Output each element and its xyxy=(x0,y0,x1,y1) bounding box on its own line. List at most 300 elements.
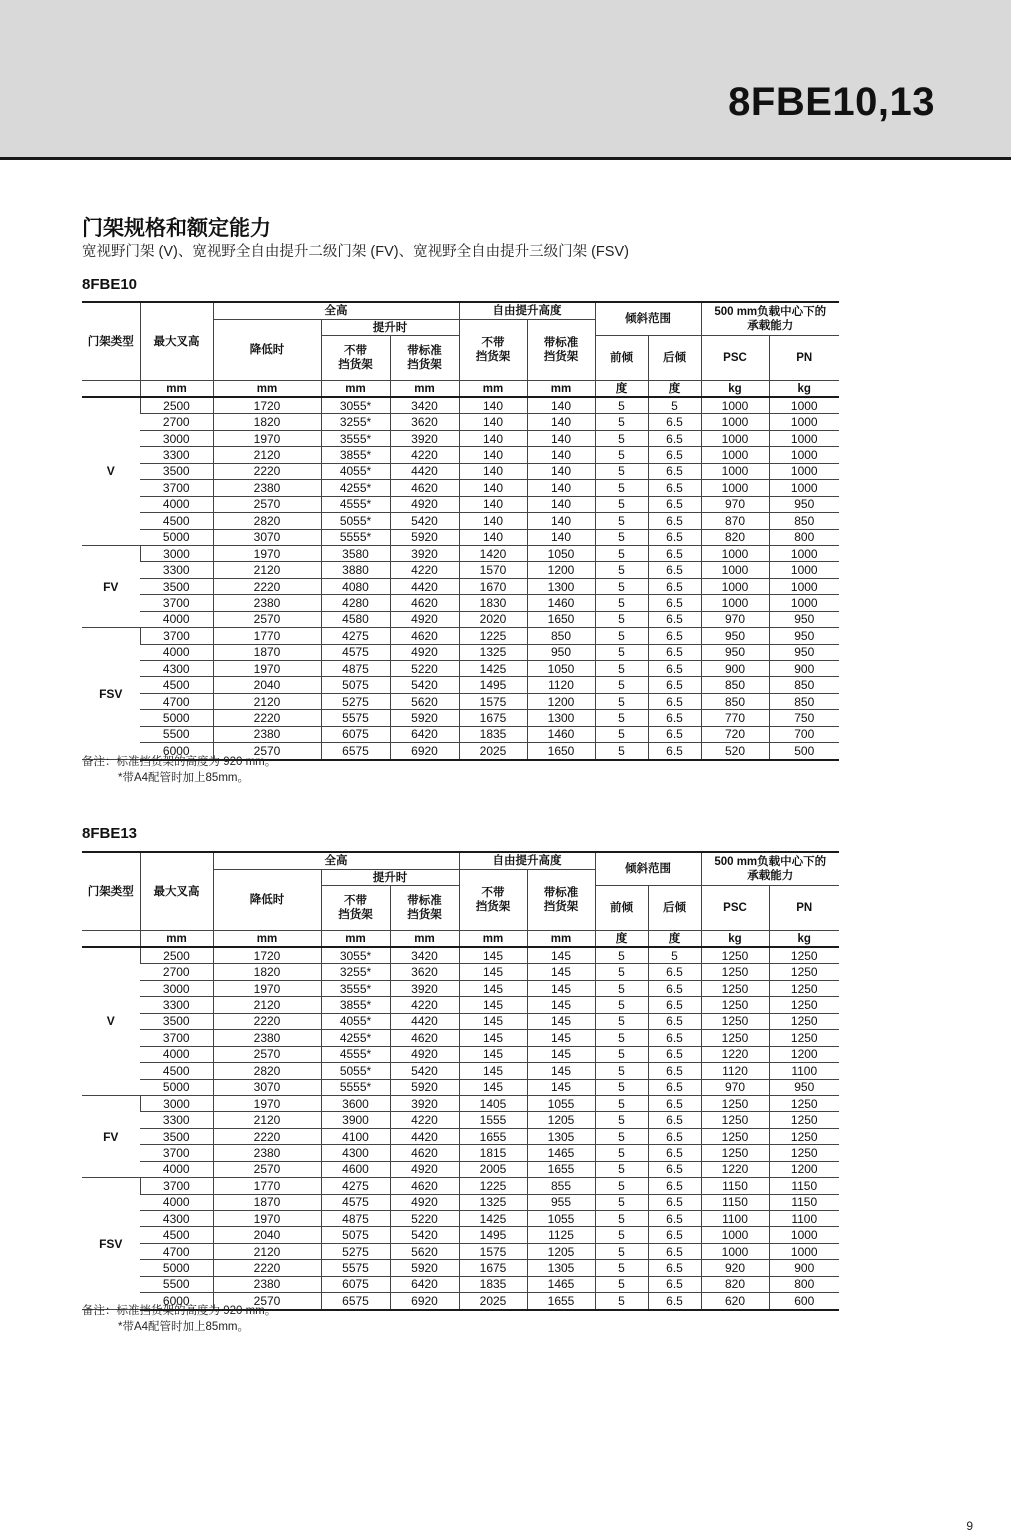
header-tilt-range: 倾斜范围 xyxy=(595,852,701,886)
table-cell: 5 xyxy=(595,677,648,693)
unit-cell: mm xyxy=(390,381,459,398)
unit-cell: mm xyxy=(390,931,459,948)
table-cell: 5 xyxy=(595,693,648,709)
table-cell: 145 xyxy=(459,1046,527,1062)
table-cell: 5575 xyxy=(321,1260,390,1276)
table-cell: 4620 xyxy=(390,1030,459,1046)
table-cell: 145 xyxy=(527,1063,595,1079)
table-cell: 2380 xyxy=(213,595,321,611)
table-cell: 1000 xyxy=(769,414,839,430)
table-cell: 6.5 xyxy=(648,1178,701,1194)
table-cell: 5 xyxy=(595,644,648,660)
table-cell: 1250 xyxy=(769,1013,839,1029)
table-cell: 2570 xyxy=(213,743,321,760)
table-cell: 5275 xyxy=(321,693,390,709)
table-cell: 3300 xyxy=(140,562,213,578)
table-cell: 5 xyxy=(595,1161,648,1177)
table-cell: 1205 xyxy=(527,1243,595,1259)
table-cell: 3500 xyxy=(140,578,213,594)
unit-blank xyxy=(82,931,140,948)
header-forward-tilt: 前倾 xyxy=(595,336,648,381)
table-cell: 1970 xyxy=(213,661,321,677)
table-cell: 1200 xyxy=(527,693,595,709)
table-cell: 2700 xyxy=(140,964,213,980)
table-model-label: 8FBE10 xyxy=(82,276,138,293)
table-cell: 1570 xyxy=(459,562,527,578)
table-row xyxy=(82,513,839,529)
table-cell: 140 xyxy=(459,397,527,414)
table-cell: 4500 xyxy=(140,513,213,529)
table-cell: 3500 xyxy=(140,1128,213,1144)
table-cell: 2500 xyxy=(140,397,213,414)
table-cell: 4620 xyxy=(390,628,459,644)
table-cell: 1225 xyxy=(459,628,527,644)
table-cell: 4055* xyxy=(321,463,390,479)
table-cell: 4000 xyxy=(140,611,213,627)
table-cell: 4420 xyxy=(390,1013,459,1029)
table-cell: 850 xyxy=(769,513,839,529)
table-cell: 1250 xyxy=(769,1128,839,1144)
table-cell: 3070 xyxy=(213,1079,321,1095)
table-cell: 5055* xyxy=(321,513,390,529)
header-overall-height: 全高 xyxy=(213,852,459,870)
table-cell: 2380 xyxy=(213,1145,321,1161)
unit-cell: 度 xyxy=(595,381,648,398)
table-cell: 5 xyxy=(595,529,648,545)
table-cell: 5 xyxy=(595,1095,648,1111)
table-cell: 3555* xyxy=(321,980,390,996)
table-cell: 4620 xyxy=(390,1178,459,1194)
table-cell: 4700 xyxy=(140,1243,213,1259)
header-raised: 提升时 xyxy=(321,870,459,886)
table-cell: 5000 xyxy=(140,710,213,726)
table-cell: 5 xyxy=(595,710,648,726)
table-row xyxy=(82,611,839,627)
table-cell: 5000 xyxy=(140,1260,213,1276)
table-cell: 4275 xyxy=(321,1178,390,1194)
table-cell: 3000 xyxy=(140,1095,213,1111)
table-cell: 855 xyxy=(527,1178,595,1194)
table-cell: 1250 xyxy=(769,1145,839,1161)
table-cell: 5 xyxy=(595,1260,648,1276)
table-cell: 3000 xyxy=(140,430,213,446)
table-cell: 2220 xyxy=(213,578,321,594)
table-row xyxy=(82,947,839,964)
table-cell: 6.5 xyxy=(648,710,701,726)
table-notes xyxy=(82,754,276,786)
table-cell: 1200 xyxy=(527,562,595,578)
table-cell: 3555* xyxy=(321,430,390,446)
table-cell: 2220 xyxy=(213,1128,321,1144)
table-cell: 920 xyxy=(701,1260,769,1276)
table-cell: 145 xyxy=(459,964,527,980)
table-cell: 6.5 xyxy=(648,628,701,644)
unit-cell: mm xyxy=(459,931,527,948)
unit-cell: 度 xyxy=(648,931,701,948)
table-row xyxy=(82,710,839,726)
table-cell: 6.5 xyxy=(648,1194,701,1210)
header-raised-with-backrest: 带标准 挡货架 xyxy=(390,886,459,931)
table-row xyxy=(82,1095,839,1111)
table-cell: 5420 xyxy=(390,1063,459,1079)
table-cell: 5220 xyxy=(390,661,459,677)
table-cell: 1655 xyxy=(459,1128,527,1144)
table-cell: 145 xyxy=(459,1063,527,1079)
table-cell: 1225 xyxy=(459,1178,527,1194)
table-cell: 950 xyxy=(527,644,595,660)
table-cell: 970 xyxy=(701,1079,769,1095)
table-cell: 620 xyxy=(701,1293,769,1310)
table-cell: 900 xyxy=(769,1260,839,1276)
table-cell: 1000 xyxy=(769,595,839,611)
table-cell: 6.5 xyxy=(648,726,701,742)
table-cell: 5 xyxy=(595,997,648,1013)
table-cell: 2700 xyxy=(140,414,213,430)
table-cell: 2120 xyxy=(213,1243,321,1259)
table-cell: 2020 xyxy=(459,611,527,627)
table-cell: 4255* xyxy=(321,480,390,496)
table-cell: 2380 xyxy=(213,726,321,742)
table-cell: 3920 xyxy=(390,1095,459,1111)
table-cell: 1000 xyxy=(701,430,769,446)
table-cell: 1720 xyxy=(213,397,321,414)
table-cell: 1100 xyxy=(769,1211,839,1227)
table-cell: 3855* xyxy=(321,997,390,1013)
table-cell: 5000 xyxy=(140,1079,213,1095)
table-cell: 5920 xyxy=(390,1260,459,1276)
table-cell: 1000 xyxy=(701,414,769,430)
table-cell: 5500 xyxy=(140,726,213,742)
table-cell: 5 xyxy=(595,595,648,611)
table-cell: 4280 xyxy=(321,595,390,611)
table-cell: 2120 xyxy=(213,562,321,578)
table-cell: 2040 xyxy=(213,677,321,693)
table-cell: 1055 xyxy=(527,1211,595,1227)
table-cell: 1150 xyxy=(701,1194,769,1210)
table-cell: 4875 xyxy=(321,661,390,677)
table-cell: 950 xyxy=(769,628,839,644)
table-cell: 1000 xyxy=(701,595,769,611)
table-cell: 2120 xyxy=(213,1112,321,1128)
table-cell: 6575 xyxy=(321,1293,390,1310)
table-row xyxy=(82,496,839,512)
table-cell: 1200 xyxy=(769,1046,839,1062)
table-cell: 3880 xyxy=(321,562,390,578)
table-cell: 6920 xyxy=(390,743,459,760)
table-cell: 1000 xyxy=(769,562,839,578)
header-max-fork-height: 最大叉高 xyxy=(140,852,213,931)
table-row xyxy=(82,1112,839,1128)
table-cell: 2570 xyxy=(213,611,321,627)
table-cell: 6575 xyxy=(321,743,390,760)
table-cell: 1205 xyxy=(527,1112,595,1128)
table-cell: 1575 xyxy=(459,1243,527,1259)
table-cell: 145 xyxy=(459,1013,527,1029)
table-cell: 4620 xyxy=(390,595,459,611)
table-cell: 6.5 xyxy=(648,661,701,677)
table-cell: 4555* xyxy=(321,1046,390,1062)
table-row xyxy=(82,980,839,996)
table-cell: 6.5 xyxy=(648,513,701,529)
table-cell: 1250 xyxy=(769,980,839,996)
table-cell: 3500 xyxy=(140,1013,213,1029)
table-cell: 5075 xyxy=(321,1227,390,1243)
table-cell: 1720 xyxy=(213,947,321,964)
table-cell: 5 xyxy=(595,1276,648,1292)
table-cell: 4300 xyxy=(140,1211,213,1227)
header-lowered: 降低时 xyxy=(213,870,321,931)
section-subtitle: 宽视野门架 (V)、宽视野全自由提升二级门架 (FV)、宽视野全自由提升三级门架 (FSV) xyxy=(82,244,629,260)
table-cell: 1495 xyxy=(459,677,527,693)
table-cell: 4700 xyxy=(140,693,213,709)
table-cell: 1150 xyxy=(769,1178,839,1194)
table-row xyxy=(82,1013,839,1029)
table-cell: 1000 xyxy=(701,480,769,496)
table-cell: 140 xyxy=(527,513,595,529)
table-row xyxy=(82,397,839,414)
header-free-lift: 自由提升高度 xyxy=(459,302,595,320)
table-cell: 800 xyxy=(769,529,839,545)
table-cell: 1465 xyxy=(527,1276,595,1292)
table-cell: 6.5 xyxy=(648,562,701,578)
table-cell: 3700 xyxy=(140,480,213,496)
table-cell: 5220 xyxy=(390,1211,459,1227)
table-cell: 3900 xyxy=(321,1112,390,1128)
table-cell: 5 xyxy=(648,397,701,414)
unit-cell: kg xyxy=(769,381,839,398)
table-cell: 1325 xyxy=(459,644,527,660)
table-cell: 4220 xyxy=(390,997,459,1013)
unit-cell: mm xyxy=(213,381,321,398)
table-cell: 3620 xyxy=(390,414,459,430)
table-cell: 5 xyxy=(595,1063,648,1079)
table-cell: 145 xyxy=(527,997,595,1013)
table-cell: 1970 xyxy=(213,545,321,561)
table-cell: 1250 xyxy=(701,1095,769,1111)
table-cell: 2220 xyxy=(213,710,321,726)
table-cell: 6.5 xyxy=(648,545,701,561)
table-cell: 5 xyxy=(595,1112,648,1128)
table-cell: 140 xyxy=(459,513,527,529)
table-cell: 1120 xyxy=(527,677,595,693)
table-cell: 1250 xyxy=(701,1145,769,1161)
table-cell: 140 xyxy=(459,447,527,463)
header-psc: PSC xyxy=(701,336,769,381)
table-row xyxy=(82,480,839,496)
table-cell: 1650 xyxy=(527,611,595,627)
table-row xyxy=(82,1079,839,1095)
table-cell: 145 xyxy=(459,980,527,996)
mast-type-cell: FSV xyxy=(82,1178,140,1310)
table-cell: 5 xyxy=(595,1079,648,1095)
table-cell: 5 xyxy=(595,578,648,594)
unit-cell: mm xyxy=(527,381,595,398)
table-cell: 6.5 xyxy=(648,1013,701,1029)
table-cell: 6000 xyxy=(140,743,213,760)
table-cell: 5 xyxy=(648,947,701,964)
table-cell: 1220 xyxy=(701,1046,769,1062)
table-cell: 4620 xyxy=(390,480,459,496)
table-cell: 1770 xyxy=(213,628,321,644)
table-cell: 1000 xyxy=(769,463,839,479)
header-forward-tilt: 前倾 xyxy=(595,886,648,931)
table-cell: 3255* xyxy=(321,414,390,430)
table-cell: 1220 xyxy=(701,1161,769,1177)
table-cell: 6.5 xyxy=(648,644,701,660)
table-cell: 1000 xyxy=(769,1243,839,1259)
table-cell: 4575 xyxy=(321,644,390,660)
header-free-lift-without-backrest: 不带 挡货架 xyxy=(459,320,527,381)
table-cell: 5 xyxy=(595,480,648,496)
table-cell: 6.5 xyxy=(648,997,701,1013)
table-notes xyxy=(82,1303,276,1335)
table-cell: 1405 xyxy=(459,1095,527,1111)
table-cell: 3855* xyxy=(321,447,390,463)
unit-cell: mm xyxy=(140,381,213,398)
header-raised-without-backrest: 不带 挡货架 xyxy=(321,886,390,931)
table-cell: 5 xyxy=(595,1013,648,1029)
table-cell: 1495 xyxy=(459,1227,527,1243)
table-cell: 1465 xyxy=(527,1145,595,1161)
unit-cell: 度 xyxy=(595,931,648,948)
table-cell: 970 xyxy=(701,496,769,512)
table-row xyxy=(82,693,839,709)
table-cell: 1250 xyxy=(769,947,839,964)
table-cell: 5920 xyxy=(390,710,459,726)
table-cell: 4000 xyxy=(140,1194,213,1210)
table-cell: 1000 xyxy=(701,578,769,594)
table-cell: 140 xyxy=(527,414,595,430)
table-cell: 5 xyxy=(595,1178,648,1194)
table-cell: 5920 xyxy=(390,529,459,545)
table-cell: 5 xyxy=(595,1243,648,1259)
table-cell: 6.5 xyxy=(648,414,701,430)
table-cell: 5 xyxy=(595,414,648,430)
table-cell: 1050 xyxy=(527,545,595,561)
table-cell: 5 xyxy=(595,545,648,561)
header-banner xyxy=(0,0,1011,160)
table-cell: 145 xyxy=(527,980,595,996)
table-cell: 1575 xyxy=(459,693,527,709)
table-cell: 1250 xyxy=(701,1013,769,1029)
table-cell: 5055* xyxy=(321,1063,390,1079)
table-cell: 5620 xyxy=(390,1243,459,1259)
table-cell: 4000 xyxy=(140,1046,213,1062)
table-cell: 720 xyxy=(701,726,769,742)
table-cell: 4920 xyxy=(390,611,459,627)
mast-type-cell: FV xyxy=(82,545,140,627)
table-cell: 3700 xyxy=(140,628,213,644)
table-cell: 6.5 xyxy=(648,1260,701,1276)
mast-type-cell: FV xyxy=(82,1095,140,1177)
header-capacity: 500 mm负载中心下的 承载能力 xyxy=(701,302,839,336)
table-cell: 1000 xyxy=(701,447,769,463)
table-cell: 4220 xyxy=(390,447,459,463)
table-cell: 2120 xyxy=(213,447,321,463)
table-cell: 5 xyxy=(595,611,648,627)
table-row xyxy=(82,1063,839,1079)
table-cell: 4500 xyxy=(140,1063,213,1079)
table-model-label: 8FBE13 xyxy=(82,825,138,842)
table-cell: 140 xyxy=(459,463,527,479)
table-cell: 6.5 xyxy=(648,430,701,446)
table-row xyxy=(82,545,839,561)
table-cell: 1305 xyxy=(527,1128,595,1144)
header-psc: PSC xyxy=(701,886,769,931)
table-cell: 1970 xyxy=(213,1095,321,1111)
table-cell: 5555* xyxy=(321,1079,390,1095)
table-cell: 1250 xyxy=(701,964,769,980)
table-cell: 5000 xyxy=(140,529,213,545)
table-cell: 4000 xyxy=(140,1161,213,1177)
table-cell: 950 xyxy=(769,611,839,627)
table-cell: 1650 xyxy=(527,743,595,760)
table-cell: 6.5 xyxy=(648,611,701,627)
table-row xyxy=(82,1046,839,1062)
table-cell: 4920 xyxy=(390,1194,459,1210)
table-cell: 1125 xyxy=(527,1227,595,1243)
table-row xyxy=(82,1128,839,1144)
table-cell: 1000 xyxy=(701,1227,769,1243)
table-cell: 820 xyxy=(701,1276,769,1292)
table-cell: 145 xyxy=(527,1013,595,1029)
table-row xyxy=(82,1211,839,1227)
table-cell: 6.5 xyxy=(648,1293,701,1310)
table-cell: 955 xyxy=(527,1194,595,1210)
table-cell: 140 xyxy=(527,447,595,463)
table-cell: 4920 xyxy=(390,496,459,512)
table-cell: 1420 xyxy=(459,545,527,561)
table-cell: 6.5 xyxy=(648,693,701,709)
table-cell: 950 xyxy=(701,644,769,660)
table-cell: 4575 xyxy=(321,1194,390,1210)
table-cell: 4100 xyxy=(321,1128,390,1144)
table-cell: 4000 xyxy=(140,644,213,660)
table-cell: 600 xyxy=(769,1293,839,1310)
unit-cell: kg xyxy=(769,931,839,948)
table-cell: 1250 xyxy=(701,997,769,1013)
table-cell: 850 xyxy=(701,693,769,709)
table-cell: 1870 xyxy=(213,1194,321,1210)
table-cell: 1300 xyxy=(527,710,595,726)
table-cell: 1460 xyxy=(527,726,595,742)
table-cell: 3300 xyxy=(140,1112,213,1128)
table-cell: 1000 xyxy=(769,578,839,594)
header-free-lift-without-backrest: 不带 挡货架 xyxy=(459,870,527,931)
table-cell: 5 xyxy=(595,726,648,742)
header-backward-tilt: 后倾 xyxy=(648,336,701,381)
table-cell: 1000 xyxy=(701,562,769,578)
table-cell: 4920 xyxy=(390,1161,459,1177)
table-cell: 1970 xyxy=(213,430,321,446)
table-cell: 6.5 xyxy=(648,964,701,980)
table-cell: 4275 xyxy=(321,628,390,644)
table-cell: 6.5 xyxy=(648,1276,701,1292)
table-cell: 3055* xyxy=(321,397,390,414)
table-cell: 5 xyxy=(595,980,648,996)
table-cell: 1050 xyxy=(527,661,595,677)
table-cell: 850 xyxy=(769,677,839,693)
table-cell: 4300 xyxy=(321,1145,390,1161)
table-cell: 4500 xyxy=(140,677,213,693)
table-row xyxy=(82,644,839,660)
table-cell: 3055* xyxy=(321,947,390,964)
table-cell: 1460 xyxy=(527,595,595,611)
table-cell: 3420 xyxy=(390,947,459,964)
table-cell: 6.5 xyxy=(648,1145,701,1161)
table-cell: 5420 xyxy=(390,1227,459,1243)
table-cell: 1250 xyxy=(701,1112,769,1128)
